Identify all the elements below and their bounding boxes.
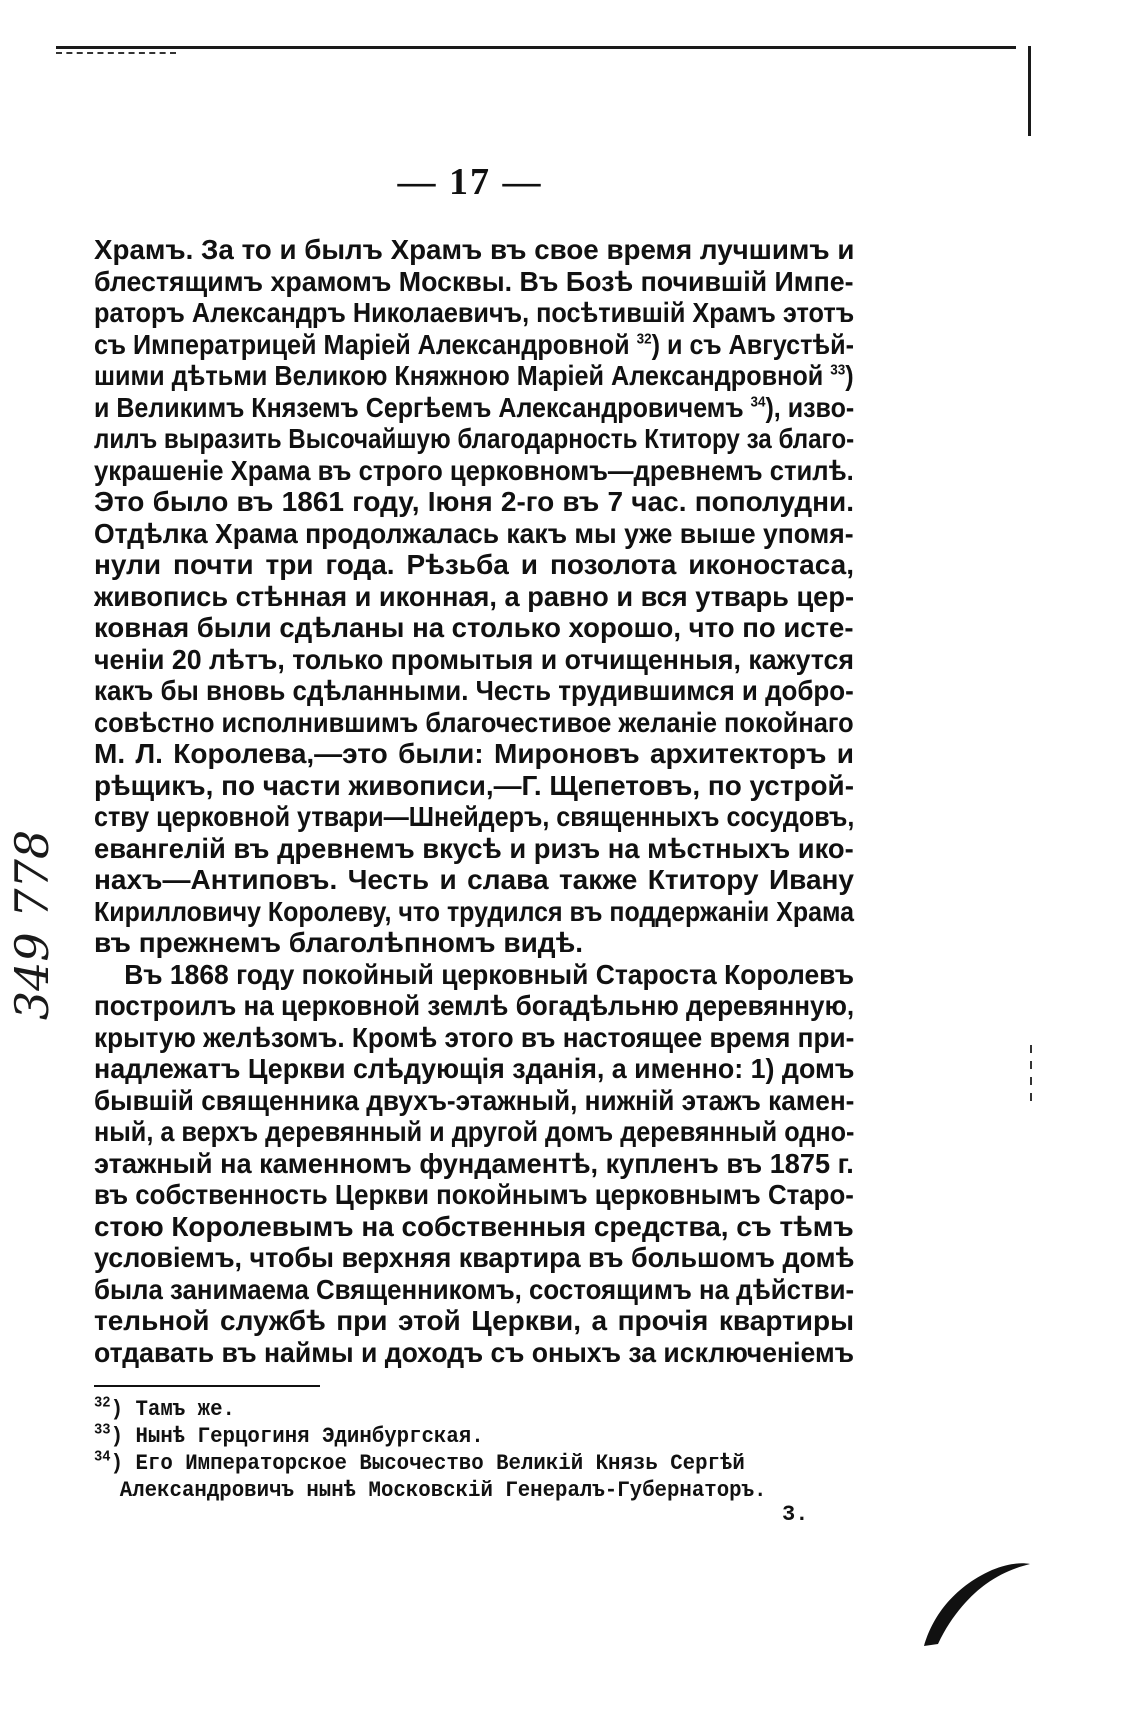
text-line: была занимаема Священникомъ, состоящимъ на дѣйстви- (94, 1273, 855, 1305)
text-line: тельной службѣ при этой Церкви, а прочія квартиры (94, 1305, 854, 1336)
text-line: въ прежнемъ благолѣпномъ видѣ. (94, 927, 584, 958)
footnotes (94, 1396, 854, 1504)
text-line-part: ) и съ Августѣй- (651, 328, 854, 360)
top-border-dash (56, 52, 176, 54)
text-line: ченіи 20 лѣтъ, только промытыя и отчищенныя, кажутся (94, 643, 854, 675)
text-line-with-ref (94, 360, 854, 392)
text-line: лилъ выразить Высочайшую благодарность Ктитору за благо- (94, 423, 855, 454)
text-line: крытую желѣзомъ. Кромѣ этого въ настоящее время при- (94, 1021, 855, 1053)
text-line: какъ бы вновь сдѣланными. Честь трудившимся и добро- (94, 675, 854, 706)
footnote-34 (94, 1450, 794, 1477)
text-line-part: и Великимъ Княземъ Сергѣемъ Александровичемъ (94, 391, 744, 423)
text-line: отдавать въ наймы и доходъ съ оныхъ за исключеніемъ (94, 1336, 855, 1368)
text-line: ству церковной утвари—Шнейдеръ, священныхъ сосудовъ, (94, 801, 855, 832)
text-line: Отдѣлка Храма продолжалась какъ мы уже выше упомя- (94, 517, 854, 549)
text-line: Кирилловичу Королеву, что трудился въ поддержаніи Храма (94, 895, 855, 927)
text-line: въ собственность Церкви покойнымъ церковнымъ Старо- (94, 1179, 854, 1210)
text-line: Храмъ. За то и былъ Храмъ въ свое время лучшимъ и (94, 234, 855, 265)
inventory-number-handwritten (0, 829, 64, 1021)
text-line: надлежатъ Церкви слѣдующія зданія, а именно: 1) домъ (94, 1053, 855, 1084)
text-line: Это было въ 1861 году, Іюня 2-го въ 7 час. пополудни. (94, 486, 854, 517)
page-number: — 17 — (397, 161, 543, 203)
text-line: условіемъ, чтобы верхняя квартира въ большомъ домѣ (94, 1242, 855, 1273)
text-line: бывшій священника двухъ-этажный, нижній этажъ камен- (94, 1084, 855, 1116)
footnote-text: ) Тамъ же. (110, 1396, 235, 1422)
text-line: ковная были сдѣланы на столько хорошо, что по исте- (94, 612, 854, 643)
footnote-mark: 32 (94, 1394, 111, 1412)
footnote-ref: 34 (750, 393, 766, 411)
footnote-text: ) Нынѣ Герцогиня Эдинбургская. (110, 1423, 484, 1449)
footnote-text: ) Его Императорское Высочество Великій Князь Сергѣй (110, 1450, 745, 1476)
inventory-number-text: 349 778 (5, 829, 59, 1021)
page-edge-mark-lower (1030, 1045, 1032, 1105)
text-line: раторъ Александръ Николаевичъ, посѣтившій Храмъ этотъ (94, 297, 855, 328)
text-line-part: съ Императрицей Маріей Александровной (94, 328, 630, 360)
footnote-ref: 32 (636, 330, 652, 348)
footnote-mark: 34 (94, 1448, 111, 1466)
main-text (94, 234, 854, 1368)
text-line: живопись стѣнная и иконная, а равно и вся утварь цер- (94, 580, 855, 612)
printer-signature-mark: 3. (782, 1502, 809, 1527)
text-line: этажный на каменномъ фундаментѣ, купленъ въ 1875 г. (94, 1147, 854, 1179)
text-line: построилъ на церковной землѣ богадѣльню деревянную, (94, 990, 855, 1021)
text-line: блестящимъ храмомъ Москвы. Въ Бозѣ почившій Импе- (94, 265, 854, 297)
text-line-part: ) (845, 360, 854, 391)
text-line-part: ), изво- (765, 391, 855, 423)
ink-mark-icon (922, 1548, 1032, 1648)
text-line: совѣстно исполнившимъ благочестивое желаніе покойнаго (94, 706, 854, 738)
text-line: рѣщикъ, по части живописи,—Г. Щепетовъ, по устрой- (94, 769, 854, 801)
text-line: ный, а верхъ деревянный и другой домъ деревянный одно- (94, 1116, 855, 1147)
text-line: украшеніе Храма въ строго церковномъ—древнемъ стилѣ. (94, 454, 854, 486)
text-line: нахъ—Антиповъ. Честь и слава также Ктитору Ивану (94, 864, 854, 895)
text-line-part: шими дѣтьми Великою Княжною Маріей Александровной (94, 360, 824, 391)
footnote-mark: 33 (94, 1421, 111, 1439)
footnote-33 (94, 1423, 794, 1450)
text-line: евангелій въ древнемъ вкусѣ и ризъ на мѣстныхъ ико- (94, 832, 854, 864)
text-line: нули почти три года. Рѣзьба и позолота иконостаса, (94, 549, 854, 580)
top-border-rule (56, 46, 1016, 49)
paragraph-start-line: Въ 1868 году покойный церковный Староста Королевъ (124, 958, 855, 990)
footnote-ref: 33 (830, 361, 846, 379)
text-line-with-ref (94, 328, 854, 361)
page-edge-mark (1028, 46, 1031, 136)
text-line: стою Королевымъ на собственныя средства, съ тѣмъ (94, 1210, 854, 1242)
footnote-34-continuation: Александровичъ нынѣ Московскій Генералъ-Губернаторъ. (119, 1477, 767, 1503)
text-line: М. Л. Королева,—это были: Мироновъ архитекторъ и (94, 738, 854, 769)
footnote-divider (94, 1385, 320, 1387)
text-line-with-ref (94, 391, 855, 424)
footnote-32 (94, 1396, 794, 1423)
